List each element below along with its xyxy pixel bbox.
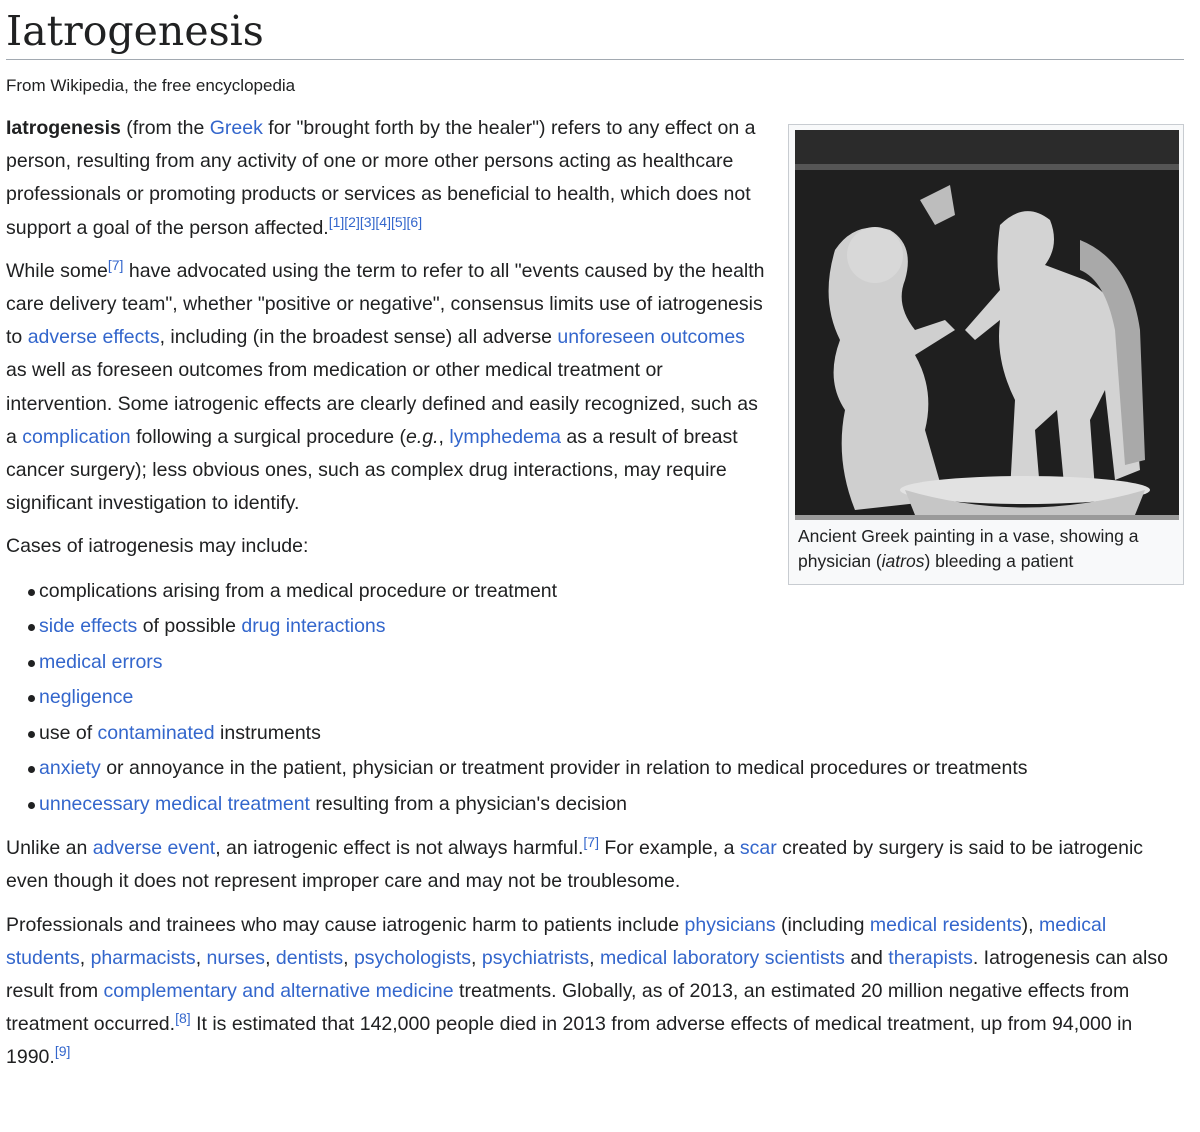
link-medical-laboratory-scientists[interactable]: medical laboratory scientists — [599, 946, 845, 969]
list-item: use of contaminated instruments — [6, 716, 1184, 752]
link-anxiety[interactable]: anxiety — [39, 757, 101, 780]
site-tagline: From Wikipedia, the free encyclopedia — [6, 76, 296, 95]
paragraph-professionals: Professionals and trainees who may cause iatrogenic harm to patients include physicians (including medical residents), medical students, pharmacists, nurses, dentists, psychologists, psychiatrists, medical laboratory scientists and therapists. Iatrogenesis can also result from complementary and alternative medicine treatments. Globally, as of 2013, an estimated 20 million negative effects from treatment occurred.[8] It is estimated that 142,000 people died in 2013 from adverse effects of medical treatment, up from 94,000 in 1990.[9] — [6, 913, 1168, 1069]
link-complication[interactable]: complication — [22, 425, 131, 448]
link-physicians[interactable]: physicians — [684, 913, 776, 936]
list-item: complications arising from a medical procedure or treatment — [6, 574, 1184, 610]
cases-list — [6, 574, 1184, 823]
vase-painting-image[interactable] — [795, 130, 1179, 520]
link-dentists[interactable]: dentists — [275, 946, 344, 969]
link-psychiatrists[interactable]: psychiatrists — [481, 946, 590, 969]
link-drug-interactions[interactable]: drug interactions — [241, 615, 386, 638]
link-contaminated[interactable]: contaminated — [97, 721, 215, 744]
ref-7[interactable]: [7] — [107, 256, 124, 273]
link-pharmacists[interactable]: pharmacists — [90, 946, 196, 969]
list-item: side effects of possible drug interactions — [6, 609, 1184, 645]
paragraph-intro: Iatrogenesis (from the Greek for "brought forth by the healer") refers to any effect on a person, resulting from any activity of one or more other persons acting as healthcare professionals or promoting products or services as beneficial to health, which does not support a goal of the person affected.[1][2][3][4][5][6] — [6, 117, 756, 239]
term-bold: Iatrogenesis — [6, 117, 121, 139]
paragraph-definition: While some[7] have advocated using the term to refer to all "events caused by the health care delivery team", whether "positive or negative", consensus limits use of iatrogenesis to adverse effects, including (in the broadest sense) all adverse unforeseen outcomes as well as foreseen outcomes from medication or other medical treatment or intervention. Some iatrogenic effects are clearly defined and easily recognized, such as a complication following a surgical procedure (e.g., lymphedema as a result of breast cancer surgery); less obvious ones, such as complex drug interactions, may require significant investigation to identify. — [6, 256, 765, 515]
link-nurses[interactable]: nurses — [206, 946, 266, 969]
link-scar[interactable]: scar — [739, 837, 777, 860]
link-medical-errors[interactable]: medical errors — [39, 650, 163, 673]
link-therapists[interactable]: therapists — [888, 946, 973, 969]
link-medical-students[interactable]: medical students — [6, 913, 1107, 969]
paragraph-harm: Unlike an adverse event, an iatrogenic effect is not always harmful.[7] For example, a scar created by surgery is said to be iatrogenic even though it does not represent improper care and may not be troublesome. — [6, 834, 1144, 893]
link-medical-residents[interactable]: medical residents — [869, 913, 1022, 936]
list-item — [6, 680, 1184, 716]
page-title: Iatrogenesis — [6, 8, 1184, 60]
link-adverse-effects[interactable]: adverse effects — [27, 326, 160, 349]
link-negligence[interactable]: negligence — [39, 686, 134, 709]
article — [0, 8, 1184, 1075]
list-item: anxiety or annoyance in the patient, physician or treatment provider in relation to medical procedures or treatments — [6, 751, 1184, 787]
link-complementary-alternative-medicine[interactable]: complementary and alternative medicine — [103, 979, 454, 1002]
link-unnecessary-medical-treatment[interactable]: unnecessary medical treatment — [39, 792, 310, 815]
list-item: unnecessary medical treatment resulting from a physician's decision — [6, 787, 1184, 823]
link-unforeseen-outcomes[interactable]: unforeseen outcomes — [557, 326, 745, 349]
ref-8[interactable]: [8] — [175, 1010, 191, 1027]
link-side-effects[interactable]: side effects — [39, 615, 138, 638]
link-greek[interactable]: Greek — [209, 117, 263, 139]
article-body — [6, 112, 1184, 1075]
cases-intro: Cases of iatrogenesis may include: — [6, 535, 309, 558]
link-adverse-event[interactable]: adverse event — [92, 837, 216, 860]
refs-1-6[interactable]: [1][2][3][4][5][6] — [328, 213, 423, 230]
ref-7b[interactable]: [7] — [583, 834, 599, 851]
link-lymphedema[interactable]: lymphedema — [449, 425, 561, 448]
link-psychologists[interactable]: psychologists — [353, 946, 472, 969]
ref-9[interactable]: [9] — [54, 1043, 71, 1060]
figure-caption: Ancient Greek painting in a vase, showing a physician (iatros) bleeding a patient — [798, 526, 1139, 571]
figure — [788, 124, 1184, 585]
list-item — [6, 645, 1184, 681]
